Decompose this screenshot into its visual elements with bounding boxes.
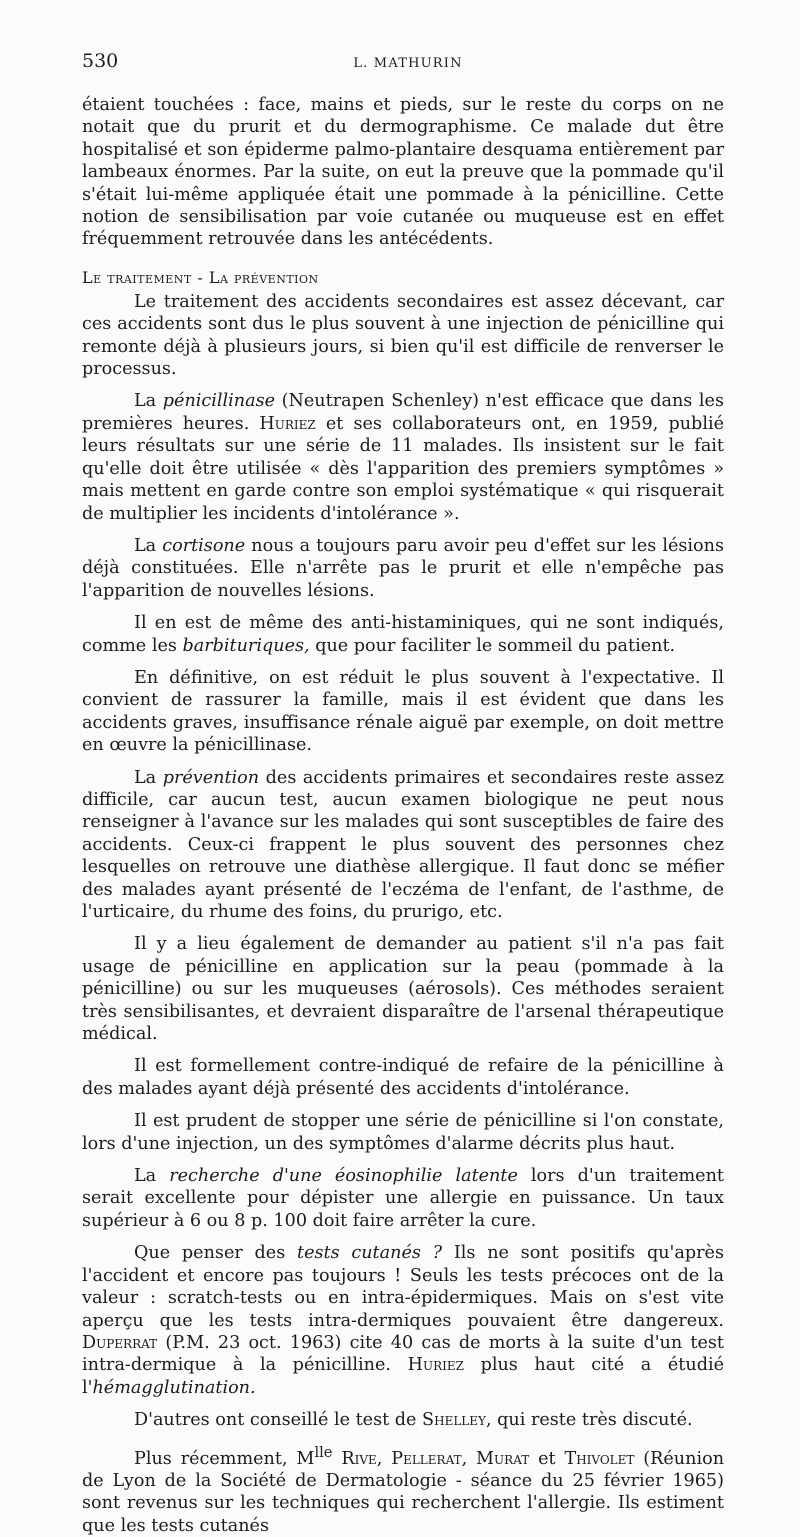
paragraph-expectative: En définitive, on est réduit le plus souvent à l'expectative. Il convient de rassurer la famille, mais il est évident que dans les accidents graves, insuffisance rénale aiguë par exemple, on doit mettre en œuvre la pénicillinase. xyxy=(82,667,724,756)
text-run: Plus récemment, M xyxy=(134,1448,315,1469)
page xyxy=(82,50,724,1537)
text-run: Il en est de même des anti-histaminiques, qui ne sont indiqués, comme les xyxy=(82,613,724,656)
body-text xyxy=(82,94,724,1537)
italic-term: hémagglutination. xyxy=(92,1377,256,1398)
text-run: nous a toujours paru avoir peu d'effet sur les lésions déjà constituées. Elle n'arrête pas le prurit et elle n'empêche pas l'apparition de nouvelles lésions. xyxy=(82,535,725,601)
author-name: Thivolet xyxy=(564,1448,635,1469)
text-run: La xyxy=(134,391,163,412)
paragraph-shelley xyxy=(82,1409,724,1431)
author-name: Huriez xyxy=(407,1355,464,1376)
paragraph-contre-indique: Il est formellement contre-indiqué de refaire de la pénicilline à des malades ayant déjà présenté des accidents d'intolérance. xyxy=(82,1056,724,1099)
paragraph-cortisone xyxy=(82,535,724,602)
text-run: que pour faciliter le sommeil du patient. xyxy=(309,635,676,656)
text-run: La xyxy=(134,767,163,788)
text-run: Ils ne sont positifs qu'après l'accident et encore pas toujours ! Seuls les tests précoces ont de la valeur : scratch-tests ou en intra-épidermiques. Mais on s'est vite aperçu que les tests intra-dermiques pouvaient être dangereux. xyxy=(82,1243,724,1331)
text-run: (Neutrapen Schenley) n'est efficace que dans les premières heures. xyxy=(82,391,724,434)
author-names: Rive, Pellerat, Murat xyxy=(341,1448,530,1469)
text-run: Que penser des xyxy=(134,1243,297,1264)
text-run xyxy=(333,1448,342,1468)
text-run: La xyxy=(134,535,163,556)
italic-term: cortisone xyxy=(162,535,246,556)
text-run: plus haut cité a étudié l' xyxy=(82,1355,725,1398)
page-number: 530 xyxy=(82,50,119,72)
paragraph-traitement: Le traitement des accidents secondaires est assez décevant, car ces accidents sont dus le plus souvent à une injection de pénicilline qui remonte déjà à plusieurs jours, si bien qu'il est difficile de renverser le processus. xyxy=(82,291,724,380)
paragraph-usage: Il y a lieu également de demander au patient s'il n'a pas fait usage de pénicilline en application sur la peau (pommade à la pénicilline) ou sur les muqueuses (aérosols). Ces méthodes seraient très sensibilisantes, et devraient disparaître de l'arsenal thérapeutique médical. xyxy=(82,934,724,1045)
text-run: lors d'un traitement serait excellente pour dépister une allergie en puissance. Un taux supérieur à 6 ou 8 p. 100 doit faire arrêter la cure. xyxy=(82,1166,724,1231)
superscript: lle xyxy=(314,1443,333,1461)
section-heading: Le traitement - La prévention xyxy=(82,267,319,287)
author-name: Shelley xyxy=(422,1410,486,1431)
paragraph-eosinophilie xyxy=(82,1165,724,1232)
italic-term: barbituriques, xyxy=(182,635,310,656)
text-run: D'autres ont conseillé le test de xyxy=(134,1410,423,1431)
text-run: , qui reste très discuté. xyxy=(485,1410,693,1431)
italic-term: tests cutanés ? xyxy=(297,1243,443,1264)
text-run: La xyxy=(134,1166,170,1187)
author-name: Duperrat xyxy=(82,1332,158,1353)
italic-term: prévention xyxy=(162,767,260,788)
italic-term: recherche d'une éosinophilie latente xyxy=(169,1166,518,1187)
paragraph-stopper: Il est prudent de stopper une série de pénicilline si l'on constate, lors d'une injection, un des symptômes d'alarme décrits plus haut. xyxy=(82,1111,724,1154)
paragraph-tests-cutanes xyxy=(82,1242,724,1399)
text-run: des accidents primaires et secondaires reste assez difficile, car aucun test, aucun examen biologique ne peut nous renseigner à l'avance sur les malades qui sont susceptibles de faire des accidents. Ceux-ci frappent le plus souvent des personnes chez lesquelles on retrouve une diathèse allergique. Il faut donc se méfier des malades ayant présenté de l'eczéma de l'enfant, de l'asthme, de l'urticaire, du rhume des foins, du prurigo, etc. xyxy=(82,767,724,922)
paragraph-penicillinase xyxy=(82,390,724,524)
page-header xyxy=(82,50,724,80)
running-head: L. MATHURIN xyxy=(353,56,463,71)
text-run: et xyxy=(529,1448,565,1469)
paragraph-continuation: étaient touchées : face, mains et pieds, sur le reste du corps on ne notait que du prurit et du dermographisme. Ce malade dut être hospitalisé et son épiderme palmo-plantaire desquama entièrement par lambeaux énormes. Par la suite, on eut la preuve que la pommade qu'il s'était lui-même appliquée était une pommade à la pénicilline. Cette notion de sensibilisation par voie cutanée ou muqueuse est en effet fréquemment retrouvée dans les antécédents. xyxy=(82,95,724,250)
text-run: et ses collaborateurs ont, en 1959, publié leurs résultats sur une série de 11 malades. Ils insistent sur le fait qu'elle doit être utilisée « dès l'apparition des premiers symptômes » mais mettent en garde contre son emploi systématique « qui risquerait de multiplier les incidents d'intolérance ». xyxy=(82,413,724,524)
paragraph-antihistaminiques xyxy=(82,612,724,657)
text-run: (Réunion de Lyon de la Société de Dermatologie - séance du 25 février 1965) sont revenus sur les techniques qui recherchent l'allergie. Ils estiment que les tests cutanés xyxy=(82,1448,725,1536)
text-run: (P.M. 23 oct. 1963) cite 40 cas de morts à la suite d'un test intra-dermique à la pénicilline. xyxy=(82,1332,724,1376)
italic-term: pénicillinase xyxy=(162,391,276,412)
author-name: Huriez xyxy=(259,413,316,434)
paragraph-recemment xyxy=(82,1442,724,1537)
paragraph-prevention xyxy=(82,767,724,924)
